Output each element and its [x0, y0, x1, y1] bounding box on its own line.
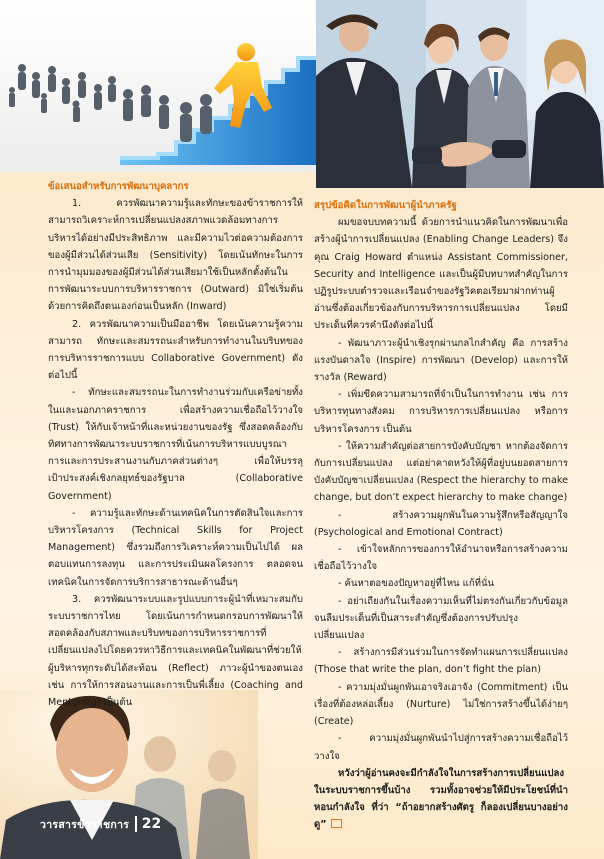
page-footer	[40, 814, 161, 834]
intro-paragraph: ผมขอจบบทความนี้ ด้วยการนำแนวคิดในการพัฒนาเพื่อสร้างผู้นำการเปลี่ยนแปลง (Enabling Change Leaders) จึงคุณ Craig Howard ตำแหน่ง Assistant Commissioner, Security and Intelligence และเป็นผู้มีบทบาทสำคัญในการปฏิรูประบบตำรวจและเรือนจำของรัฐวิคตอเรียมาฝากท่านผู้อ่านซึ่งต้องเกี่ยวข้องกับการบริหารการเปลี่ยนแปลง โดยมีประเด็นที่ควรคำนึงดังต่อไปนี้	[314, 217, 568, 332]
page-number: 22	[141, 816, 162, 832]
closing-quote: “ถ้าอยากสร้างศัตรู ก็ลองเปลี่ยนบางอย่างดู”	[314, 802, 568, 831]
list-item: - อย่าเถียงกันในเรื่องความเห็นที่ไม่ตรงกันเกี่ยวกับข้อมูล จนลืมประเด็นที่เป็นสาระสำคัญซึ่งต้องการปรับปรุงเปลี่ยนแปลง	[314, 595, 568, 642]
list-item: - ค้นหาตอของปัญหาอยู่ที่ไหน แก้ที่นั่น	[338, 578, 495, 590]
list-item: - ความมุ่งมั่นผูกพันนำไปสู่การสร้างความเชื่อถือไว้วางใจ	[314, 733, 568, 762]
left-column-heading: ข้อเสนอสำหรับการพัฒนาบุคลากร	[48, 181, 189, 192]
left-column	[48, 178, 303, 711]
list-item: - ความมุ่งมั่นผูกพันเอาจริงเอาจัง (Commitment) เป็นเรื่องที่ต้องหล่อเลี้ยง (Nurture) ไม่ใช่การสร้างขึ้นได้ง่ายๆ (Create)	[314, 681, 568, 728]
recommendation-2-bullet-2: - ความรู้และทักษะด้านเทคนิคในการตัดสินใจและการบริหารโครงการ (Technical Skills for Project Management) ซึ่งรวมถึงการวิเคราะห์ความเป็นไปได้ ผลตอบแทนการลงทุน และการประเมินผลโครงการ ตลอดจนเทคนิคในการจัดการบริการสาธารณะด้านอื่นๆ	[48, 507, 303, 588]
list-item: - พัฒนาภาวะผู้นำเชิงรุกผ่านกลไกสำคัญ คือ การสร้างแรงบันดาลใจ (Inspire) การพัฒนา (Develop) และการให้รางวัล (Reward)	[314, 337, 568, 384]
list-item: - เข้าใจหลักการของการให้อำนาจหรือการสร้างความเชื่อถือไว้วางใจ	[314, 544, 568, 573]
list-item: - สร้างการมีส่วนร่วมในการจัดทำแผนการเปลี่ยนแปลง (Those that write the plan, don’t fight the plan)	[314, 647, 568, 676]
end-of-article-icon	[331, 819, 342, 828]
recommendation-2: 2. ควรพัฒนาความเป็นมืออาชีพ โดยเน้นความรู้ความสามารถ ทักษะและสมรรถนะสำหรับการทำงานในบริบทของการบริหารราชการแบบ Collaborative Government) ดังต่อไปนี้	[48, 318, 303, 382]
list-item: - สร้างความผูกพันในความรู้สึกหรือสัญญาใจ (Psychological and Emotional Contract)	[314, 509, 568, 538]
recommendation-1: 1. ควรพัฒนาความรู้และทักษะของข้าราชการให้สามารถวิเคราะห์การเปลี่ยนแปลงสภาพแวดล้อมทางการบริหารได้อย่างมีประสิทธิภาพ และมีความไวต่อความต้องการของผู้มีส่วนได้ส่วนเสีย (Sensitivity) โดยเน้นทักษะในการการนำมุมมองของผู้มีส่วนได้ส่วนเสียมาใช้เป็นหลักตั้งต้นในการพัฒนาระบบการบริหารราชการ (Outward) มิใช่เริ่มต้นด้วยการคิดถึงตนเองก่อนเป็นหลัก (Inward)	[48, 198, 303, 313]
journal-name: วารสารข้าราชการ	[40, 818, 130, 831]
handshake-graphic	[316, 0, 604, 188]
right-column	[314, 197, 568, 834]
stairs-illustration	[0, 0, 316, 172]
stairs-graphic	[0, 0, 316, 172]
footer-divider	[135, 816, 137, 832]
right-column-heading: สรุปข้อคิดในการพัฒนาผู้นำภาครัฐ	[314, 200, 457, 211]
business-handshake-photo	[316, 0, 604, 188]
closing-text: หวังว่าผู้อ่านคงจะมีกำลังใจในการสร้างการเปลี่ยนแปลงในระบบราชการขึ้นบ้าง รวมทั้งอาจช่วยให้มีประโยชน์ที่นำหอนกำลังใจ ที่ว่า	[314, 767, 568, 814]
list-item: - เพิ่มขีดความสามารถที่จำเป็นในการทำงาน เช่น การบริหารทุนทางสังคม การบริหารการเปลี่ยนแปลง หรือการบริหารโครงการ เป็นต้น	[314, 389, 568, 435]
recommendation-2-bullet-1: - ทักษะและสมรรถนะในการทำงานร่วมกับเครือข่ายทั้งในและนอกภาคราชการ เพื่อสร้างความเชื่อถือไว้วางใจ (Trust) ให้กับเจ้าหน้าที่และหน่วยงานของรัฐ ซึ่งสอดคล้องกับทิศทางการพัฒนาระบบราชการที่เน้นการบริหารแบบบูรณาการและการประสานงานกับภาคส่วนต่างๆ เพื่อให้บรรลุเป้าประสงค์เชิงกลยุทธ์ของรัฐบาล (Collaborative Government)	[48, 387, 303, 502]
list-item: - ให้ความสำคัญต่อสายการบังคับบัญชา หากต้องจัดการกับการเปลี่ยนแปลง แต่อย่าคาดหวังให้ผู้ที่อยู่บนยอดสายการบังคับบัญชาเปลี่ยนแปลง (Respect the hierarchy to make change, but don’t expect hierarchy to make change)	[314, 440, 568, 504]
closing-paragraph	[314, 765, 568, 834]
recommendation-3: 3. ควรพัฒนาระบบและรูปแบบการะผู้นำที่เหมาะสมกับระบบราชการไทย โดยเน้นการกำหนดกรอบการพัฒนาให้สอดคล้องกับสภาพและบริบทของการบริหารราชการที่เปลี่ยนแปลงไปโดยควรหาวิธีการและเทคนิคในพัฒนาที่ช่วยให้ผู้บริหารทุกระดับได้สะท้อน (Reflect) ภาวะผู้นำของตนเอง เช่น การให้การสอนงานและการเป็นพี่เลี้ยง (Coaching and Mentoring) เป็นต้น	[48, 593, 303, 709]
